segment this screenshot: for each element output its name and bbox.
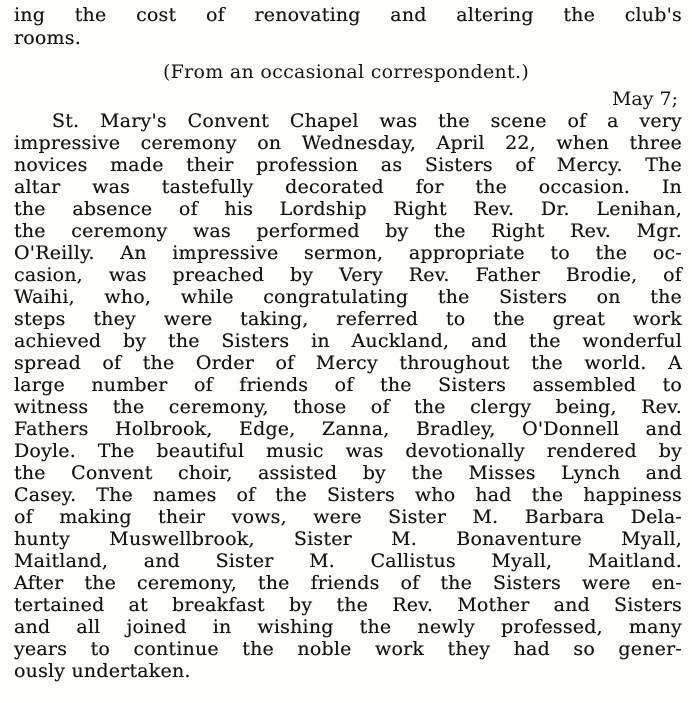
body-line: Doyle. The beautiful music was devotionally rendered by <box>14 440 682 462</box>
body-line: the Convent choir, assisted by the Misses Lynch and <box>14 462 682 484</box>
body-line: hunty Muswellbrook, Sister M. Bonaventure Myall, <box>14 528 682 550</box>
body-line: tertained at breakfast by the Rev. Mother and Sisters <box>14 594 682 616</box>
body-line: Waihi, who, while congratulating the Sisters on the <box>14 286 682 308</box>
dateline: May 7; <box>611 88 678 110</box>
body-line: St. Mary's Convent Chapel was the scene of a very <box>52 110 682 132</box>
intro-line-2: rooms. <box>14 27 81 49</box>
body-line: of making their vows, were Sister M. Barbara Dela- <box>14 506 682 528</box>
body-line: O'Reilly. An impressive sermon, appropriate to the oc- <box>14 242 682 264</box>
body-line: altar was tastefully decorated for the occasion. In <box>14 176 682 198</box>
body-line: ously undertaken. <box>14 660 191 682</box>
body-line: the ceremony was performed by the Right Rev. Mgr. <box>14 220 682 242</box>
body-line: Maitland, and Sister M. Callistus Myall, Maitland. <box>14 550 682 572</box>
byline: (From an occasional correspondent.) <box>162 61 530 83</box>
body-line: After the ceremony, the friends of the Sisters were en- <box>14 572 682 594</box>
body-line: and all joined in wishing the newly professed, many <box>14 616 682 638</box>
body-line: steps they were taking, referred to the great work <box>14 308 682 330</box>
body-line: impressive ceremony on Wednesday, April 22, when three <box>14 132 682 154</box>
body-line: years to continue the noble work they had so gener- <box>14 638 682 660</box>
body-line: the absence of his Lordship Right Rev. Dr. Lenihan, <box>14 198 682 220</box>
body-line: achieved by the Sisters in Auckland, and the wonderful <box>14 330 682 352</box>
body-line: Fathers Holbrook, Edge, Zanna, Bradley, O'Donnell and <box>14 418 682 440</box>
body-line: novices made their profession as Sisters of Mercy. The <box>14 154 682 176</box>
body-line: Casey. The names of the Sisters who had the happiness <box>14 484 682 506</box>
body-line: witness the ceremony, those of the clergy being, Rev. <box>14 396 682 418</box>
intro-line-1: ing the cost of renovating and altering the club's <box>14 4 682 26</box>
body-line: spread of the Order of Mercy throughout the world. A <box>14 352 682 374</box>
body-line: casion, was preached by Very Rev. Father Brodie, of <box>14 264 682 286</box>
body-line: large number of friends of the Sisters assembled to <box>14 374 682 396</box>
